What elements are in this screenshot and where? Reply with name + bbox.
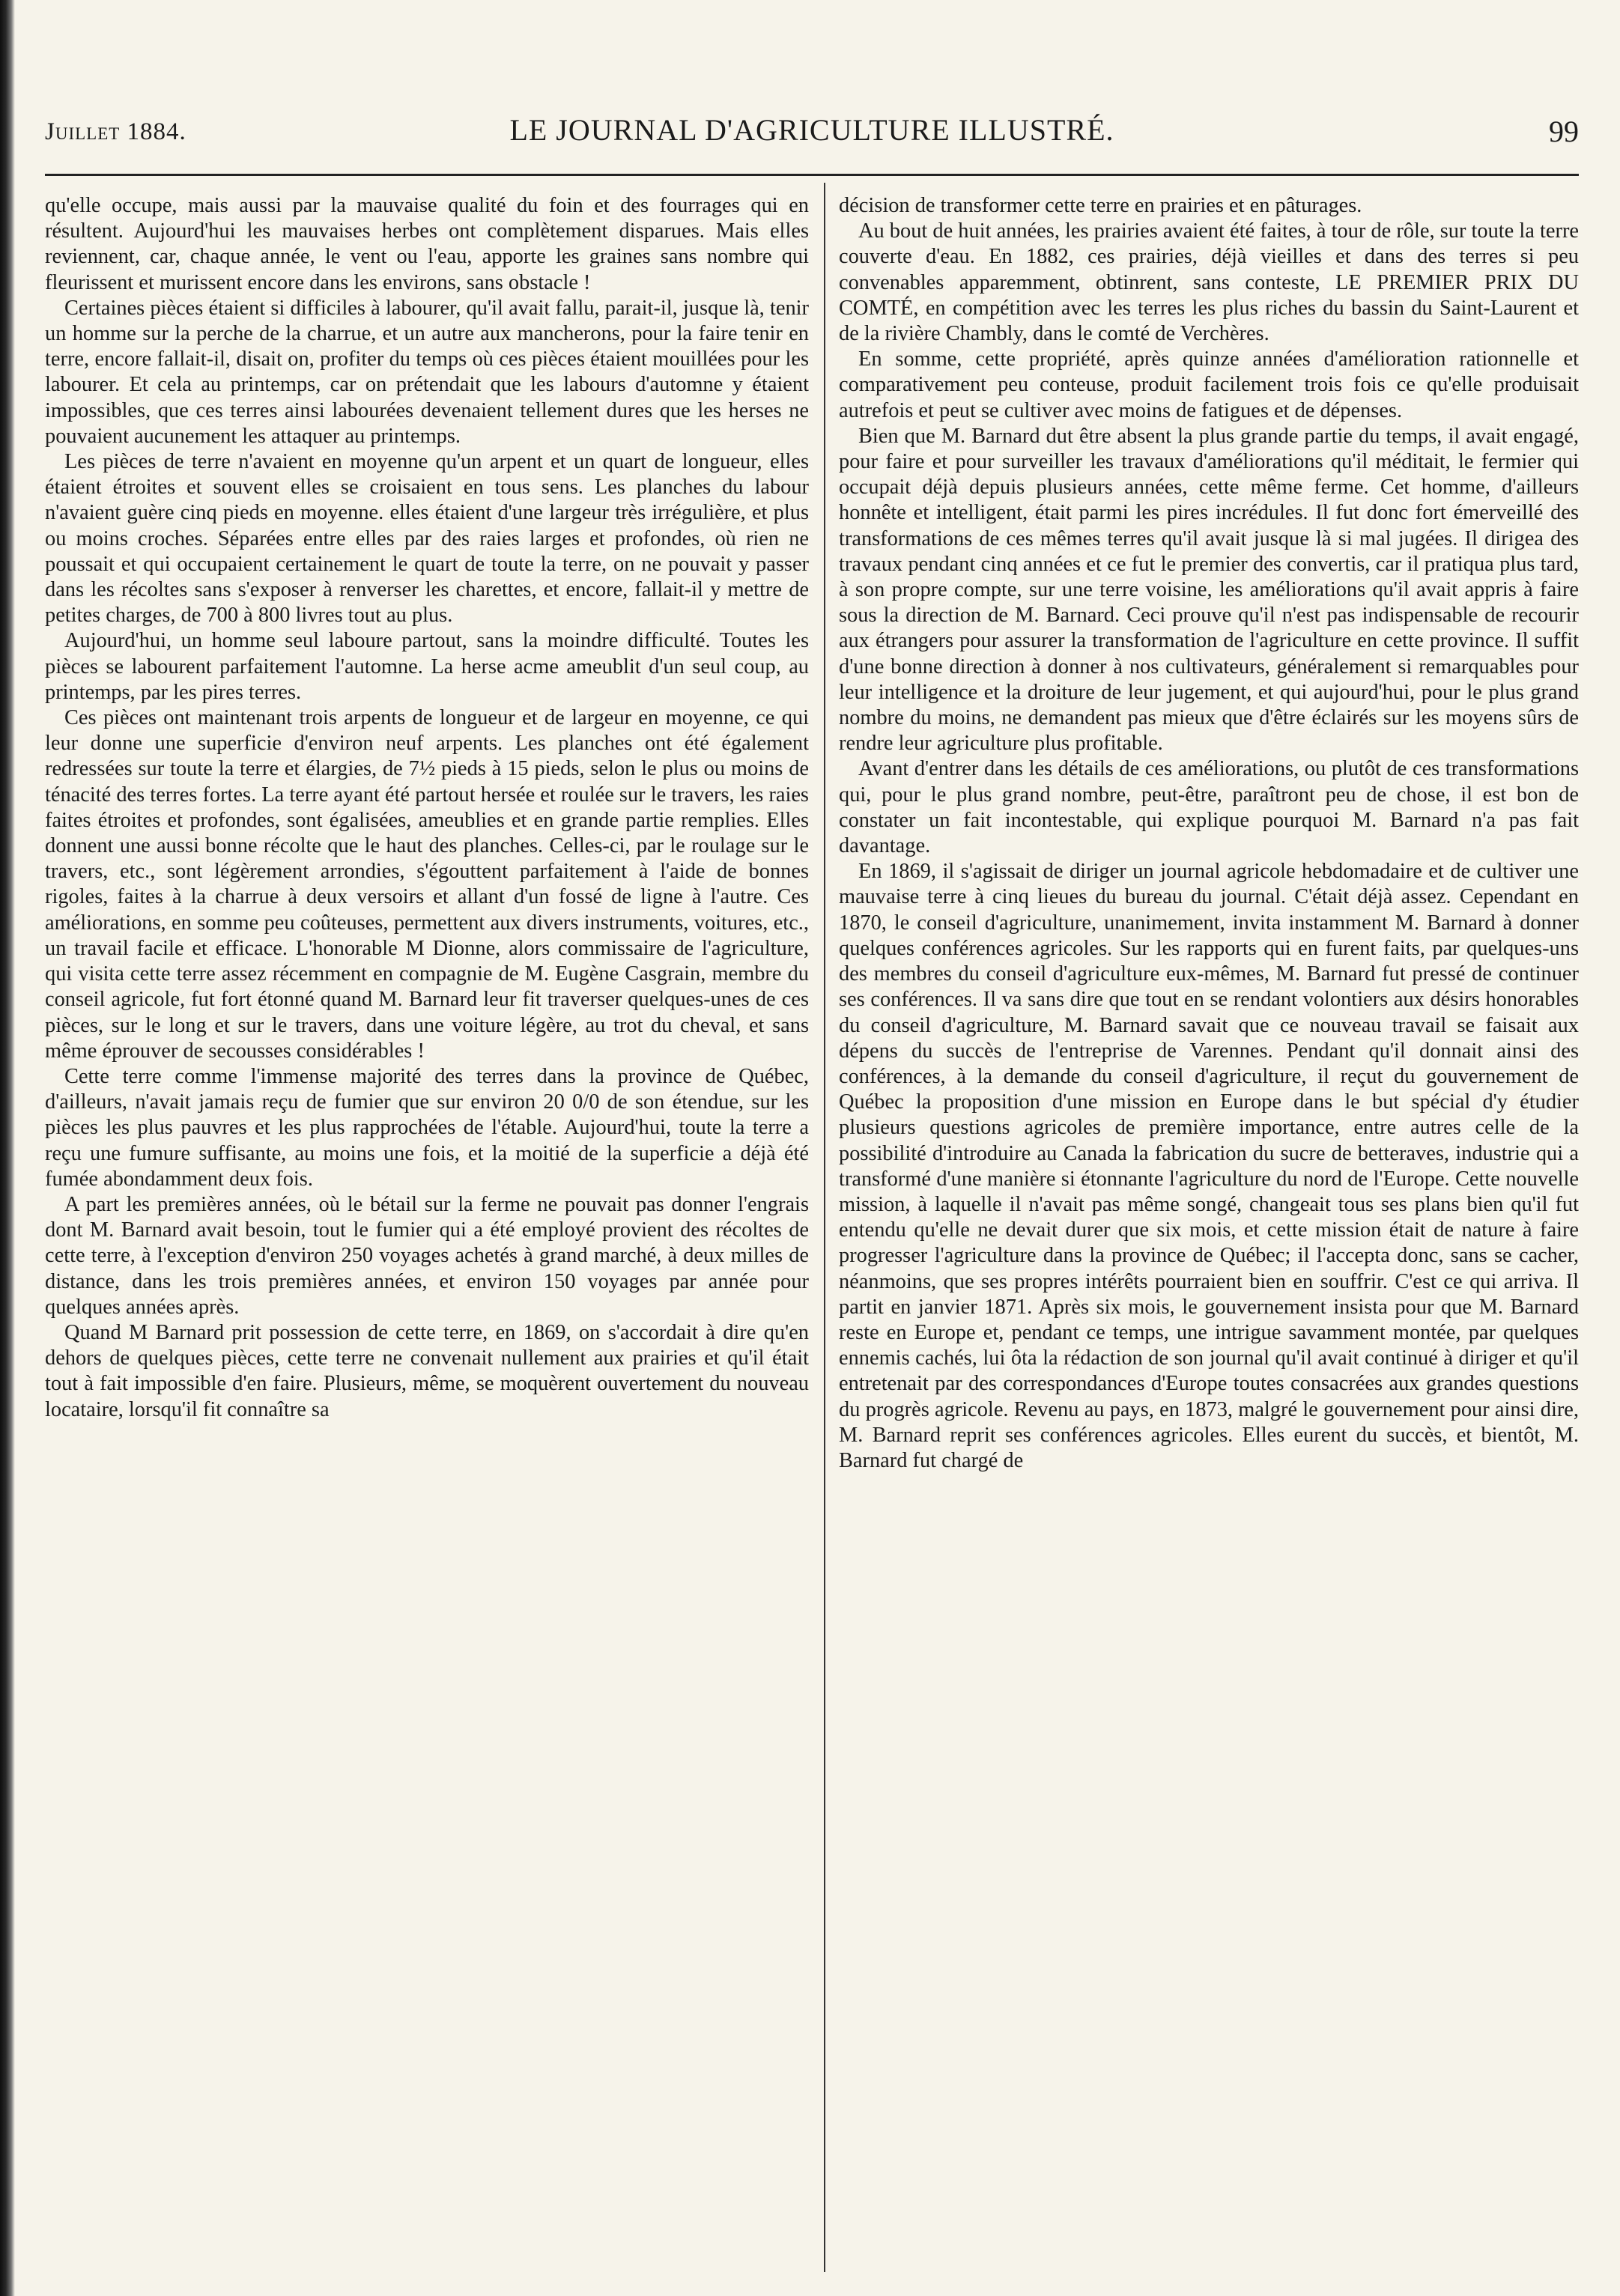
paragraph: Avant d'entrer dans les détails de ces améliorations, ou plutôt de ces transformations qui, pour le plus grand nombre, peut-être, paraîtront peu de chose, il est bon de constater un fait incontestable, qui explique pourquoi M. Barnard n'a pas fait davantage. (839, 757, 1579, 858)
paragraph: Quand M Barnard prit possession de cette terre, en 1869, on s'accordait à dire qu'en dehors de quelques pièces, cette terre ne convenait nullement aux prairies et qu'il était tout à fait impossible d'en faire. Plusieurs, même, se moquèrent ouvertement du nouveau locataire, lorsqu'il fit connaître sa (45, 1320, 809, 1421)
paragraph: Les pièces de terre n'avaient en moyenne qu'un arpent et un quart de longueur, elles étaient étroites et souvent elles se croisaient en tous sens. Les planches du labour n'avaient guère cinq pieds en moyenne. elles étaient d'une largeur très irrégulière, et plus ou moins croches. Séparées entre elles par des raies larges et profondes, où rien ne poussait et qui occupaient certainement le quart de toute la terre, on ne pouvait y passer dans les récoltes sans s'exposer à renverser les charettes, et encore, fallait-il y mettre de petites charges, de 700 à 800 livres tout au plus. (45, 450, 809, 628)
page-header (45, 112, 1579, 157)
paragraph: Bien que M. Barnard dut être absent la plus grande partie du temps, il avait engagé, pour faire et pour surveiller les travaux d'améliorations qu'il méditait, le fermier qui occupait déjà depuis plusieurs années, cette même ferme. Cet homme, d'ailleurs honnête et intelligent, était parmi les pires incrédules. Il fut donc fort émerveillé des transformations de ces mêmes terres qu'il avait jusque là si mal jugées. Il dirigea des travaux pendant cinq années et ce fut le premier des convertis, car il pratiqua plus tard, à son propre compte, sur une terre voisine, les améliorations qu'il avait appris à faire sous la direction de M. Barnard. Ceci prouve qu'il n'est pas indispensable de recourir aux étrangers pour assurer la transformation de l'agriculture en cette province. Il suffit d'une bonne direction à donner à nos cultivateurs, généralement si remarquables pour leur intelligence et la droiture de leur jugement, et qui aujourd'hui, pour le plus grand nombre du moins, ne demandent pas mieux que d'être éclairés sur les moyens sûrs de rendre leur agriculture plus profitable. (839, 424, 1579, 756)
paragraph: A part les premières années, où le bétail sur la ferme ne pouvait pas donner l'engrais dont M. Barnard avait besoin, tout le fumier qui a été employé provient des récoltes de cette terre, à l'exception d'environ 250 voyages achetés à grand marché, à deux milles de distance, dans les trois premières années, et environ 150 voyages par année pour quelques années après. (45, 1192, 809, 1319)
paragraph: Au bout de huit années, les prairies avaient été faites, à tour de rôle, sur toute la terre couverte d'eau. En 1882, ces prairies, déjà vieilles et dans des terres si peu convenables apparemment, obtinrent, sans conteste, LE PREMIER PRIX DU COMTÉ, en compétition avec les terres les plus riches du bassin du Saint-Laurent et de la rivière Chambly, dans le comté de Verchères. (839, 219, 1579, 346)
paragraph: Certaines pièces étaient si difficiles à labourer, qu'il avait fallu, parait-il, jusque là, tenir un homme sur la perche de la charrue, et un autre aux mancherons, pour la faire tenir en terre, encore fallait-il, disait on, profiter du temps où ces pièces étaient mouillées pour les labourer. Et cela au printemps, car on prétendait que les labours d'automne y étaient impossibles, que ces terres ainsi labourées devenaient tellement dures que les herses ne pouvaient aucunement les attaquer au printemps. (45, 296, 809, 448)
right-column (839, 193, 1579, 2268)
page-number: 99 (1549, 115, 1579, 148)
paragraph: En 1869, il s'agissait de diriger un journal agricole hebdomadaire et de cultiver une mauvaise terre à cinq lieues du bureau du journal. C'était déjà assez. Cependant en 1870, le conseil d'agriculture, unanimement, invita instamment M. Barnard à donner quelques conférences agricoles. Sur les rapports qui en furent faits, par quelques-uns des membres du conseil d'agriculture eux-mêmes, M. Barnard fut pressé de continuer ses conférences. Il va sans dire que tout en se rendant volontiers aux désirs honorables du conseil d'agriculture, M. Barnard savait que ce nouveau travail se faisait aux dépens du succès de l'entreprise de Varennes. Pendant qu'il donnait ainsi des conférences, à la demande du conseil d'agriculture, il reçut du gouvernement de Québec la proposition d'une mission en Europe dans le but spécial d'y étudier plusieurs questions agricoles de première importance, entre autres celle de la possibilité d'introduire au Canada la fabrication du sucre de betteraves, industrie qui a transformé d'une manière si étonnante l'agriculture du nord de l'Europe. Cette nouvelle mission, à laquelle il n'avait pas même songé, changeait tous ses plans bien qu'il fut entendu qu'elle ne devait durer que six mois, et cette mission était de nature à faire progresser l'agriculture dans la province de Québec; il l'accepta donc, sans se cacher, néanmoins, que ses propres intérêts pourraient bien en souffrir. C'est ce qui arriva. Il partit en janvier 1871. Après six mois, le gouvernement insista pour que M. Barnard reste en Europe et, pendant ce temps, une intrigue savamment montée, par quelques ennemis cachés, lui ôta la rédaction de son journal qu'il avait continué à diriger et qu'il entretenait par des correspondances d'Europe toutes consacrées aux grandes questions du progrès agricole. Revenu au pays, en 1873, malgré le gouvernement pour ainsi dire, M. Barnard reprit ses conférences agricoles. Elles eurent du succès, et bientôt, M. Barnard fut chargé de (839, 860, 1579, 1472)
journal-title: LE JOURNAL D'AGRICULTURE ILLUSTRÉ. (509, 113, 1114, 147)
paragraph: décision de transformer cette terre en prairies et en pâturages. (839, 194, 1362, 217)
paragraph: Cette terre comme l'immense majorité des terres dans la province de Québec, d'ailleurs, n'avait jamais reçu de fumier que sur environ 20 0/0 de son étendue, sur les pièces les plus pauvres et les plus rapprochées de l'étable. Aujourd'hui, toute la terre a reçu une fumure suffisante, au moins une fois, et la moitié de la superficie a déjà été fumée abondamment deux fois. (45, 1064, 809, 1191)
header-date: Juillet 1884. (45, 118, 186, 145)
scan-edge-shadow (0, 0, 15, 2296)
header-rule (45, 174, 1579, 176)
paragraph: qu'elle occupe, mais aussi par la mauvaise qualité du foin et des fourrages qui en résultent. Aujourd'hui les mauvaises herbes ont complètement disparues. Mais elles reviennent, car, chaque année, le vent ou l'eau, apporte les graines sans nombre qui fleurissent et murissent encore dans les environs, sans obstacle ! (45, 194, 809, 294)
paragraph: Ces pièces ont maintenant trois arpents de longueur et de largeur en moyenne, ce qui leur donne une superficie d'environ neuf arpents. Les planches ont été également redressées sur toute la terre et élargies, de 7½ pieds à 15 pieds, selon le plus ou moins de ténacité des terres fortes. La terre ayant été partout hersée et roulée sur le travers, les raies faites étroites et profondes, sont égalisées, ameublies et en grande partie remplies. Elles donnent une aussi bonne récolte que le haut des planches. Celles-ci, par le roulage sur le travers, etc., sont légèrement arrondies, s'égouttent parfaitement à l'aide de bonnes rigoles, faites à la charrue à deux versoirs et allant d'un fossé de ligne à l'autre. Ces améliorations, en somme peu coûteuses, permettent aux divers instruments, voitures, etc., un travail facile et efficace. L'honorable M Dionne, alors commissaire de l'agriculture, qui visita cette terre assez récemment en compagnie de M. Eugène Casgrain, membre du conseil agricole, fut fort étonné quand M. Barnard leur fit traverser quelques-unes de ces pièces, sur le long et sur le travers, dans une voiture légère, au trot du cheval, et sans même éprouver de secousses considérables ! (45, 706, 809, 1063)
column-divider (824, 183, 825, 2272)
left-column (45, 193, 809, 2268)
paragraph: Aujourd'hui, un homme seul laboure partout, sans la moindre difficulté. Toutes les pièces se labourent parfaitement l'automne. La herse acme ameublit d'un seul coup, au printemps, par les pires terres. (45, 629, 809, 704)
paragraph: En somme, cette propriété, après quinze années d'amélioration rationnelle et comparativement peu conteuse, produit facilement trois fois ce qu'elle produisait autrefois et peut se cultiver avec moins de fatigues et de dépenses. (839, 347, 1579, 422)
